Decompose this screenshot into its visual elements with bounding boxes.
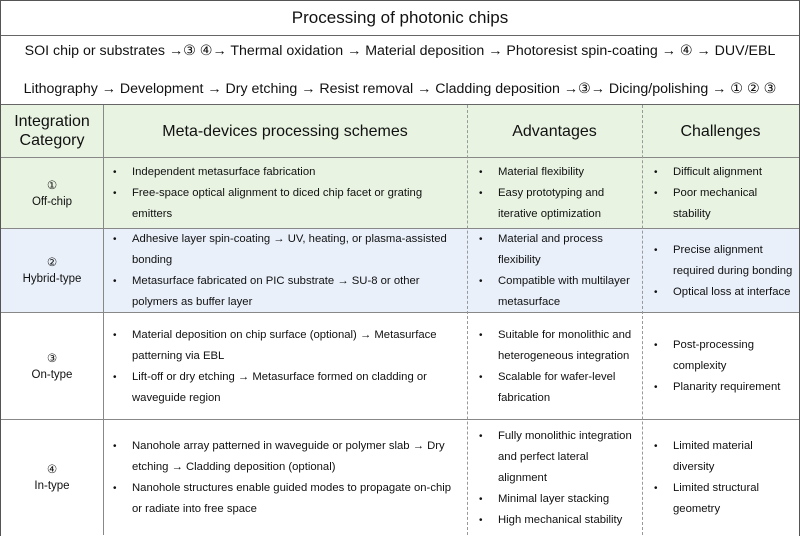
list-item: • Nanohole array patterned in waveguide or polymer slab → Dry etching → Cladding deposition (optional) <box>111 436 463 478</box>
challenges-cell <box>652 229 797 313</box>
schemes-cell <box>111 158 463 229</box>
list-item: • Limited structural geometry <box>652 478 797 520</box>
table-title: Processing of photonic chips <box>1 1 799 36</box>
advantages-cell <box>477 420 639 536</box>
schemes-cell <box>111 229 463 313</box>
list-item: • Adhesive layer spin-coating → UV, heating, or plasma-assisted bonding <box>111 229 463 271</box>
list-item: • Precise alignment required during bonding <box>652 240 797 282</box>
header-challenges: Challenges <box>680 122 761 140</box>
list-item: • Metasurface fabricated on PIC substrate → SU-8 or other polymers as buffer layer <box>111 271 463 313</box>
category-cell <box>1 158 103 229</box>
list-item: • Easy prototyping and iterative optimization <box>477 183 639 225</box>
list-item: • Optical loss at interface <box>652 282 797 303</box>
list-item: • Suitable for monolithic and heterogeneous integration <box>477 325 639 367</box>
list-item: • Material deposition on chip surface (optional) → Metasurface patterning via EBL <box>111 325 463 367</box>
challenges-cell <box>652 420 797 536</box>
list-item: • Material flexibility <box>477 162 639 183</box>
list-item: • Minimal layer stacking <box>477 489 639 510</box>
category-name: In-type <box>34 480 70 492</box>
schemes-cell <box>111 313 463 420</box>
column-divider <box>642 105 643 535</box>
schemes-cell <box>111 420 463 536</box>
category-name: Off-chip <box>31 195 73 208</box>
process-flow-line-2: Lithography → Development → Dry etching → Resist removal → Cladding deposition →③→ Dicing/polishing → ① ② ③ <box>23 81 777 97</box>
category-name: Hybrid-type <box>22 273 82 285</box>
table-row-on-type <box>1 312 799 420</box>
category-number: ④ <box>46 464 58 476</box>
category-cell <box>1 229 103 313</box>
list-item: • High mechanical stability <box>477 510 639 531</box>
list-item: • Difficult alignment <box>652 162 797 183</box>
category-number: ① <box>46 179 58 192</box>
advantages-cell <box>477 158 639 229</box>
list-item: • Planarity requirement <box>652 377 797 398</box>
list-item: • Limited material diversity <box>652 436 797 478</box>
list-item: • Scalable for wafer-level fabrication <box>477 367 639 409</box>
table-row-off-chip <box>1 157 799 229</box>
table-row-in-type <box>1 419 799 536</box>
category-name: On-type <box>31 368 73 381</box>
list-item: • Lift-off or dry etching → Metasurface formed on cladding or waveguide region <box>111 367 463 409</box>
column-header-row <box>1 105 799 157</box>
table-row-hybrid-type <box>1 228 799 313</box>
advantages-cell <box>477 313 639 420</box>
category-number: ③ <box>46 352 58 365</box>
category-number: ② <box>46 257 58 269</box>
category-cell <box>1 313 103 420</box>
list-item: • Poor mechanical stability <box>652 183 797 225</box>
process-flow-line-1: SOI chip or substrates →③ ④→ Thermal oxidation → Material deposition → Photoresist spin-coating → ④ → DUV/EBL <box>24 43 776 59</box>
header-integration-category: Integration Category <box>14 113 90 149</box>
header-advantages: Advantages <box>512 122 597 140</box>
list-item: • Compatible with multilayer metasurface <box>477 271 639 313</box>
list-item: • Material and process flexibility <box>477 229 639 271</box>
list-item: • Independent metasurface fabrication <box>111 162 463 183</box>
column-divider <box>467 105 468 535</box>
list-item: • Post-processing complexity <box>652 335 797 377</box>
advantages-cell <box>477 229 639 313</box>
list-item: • Nanohole structures enable guided modes to propagate on-chip or radiate into free space <box>111 478 463 520</box>
list-item: • Free-space optical alignment to diced chip facet or grating emitters <box>111 183 463 225</box>
category-cell <box>1 420 103 536</box>
header-schemes: Meta-devices processing schemes <box>162 122 408 140</box>
column-divider <box>103 105 104 535</box>
list-item: • Fully monolithic integration and perfect lateral alignment <box>477 426 639 489</box>
challenges-cell <box>652 313 797 420</box>
challenges-cell <box>652 158 797 229</box>
